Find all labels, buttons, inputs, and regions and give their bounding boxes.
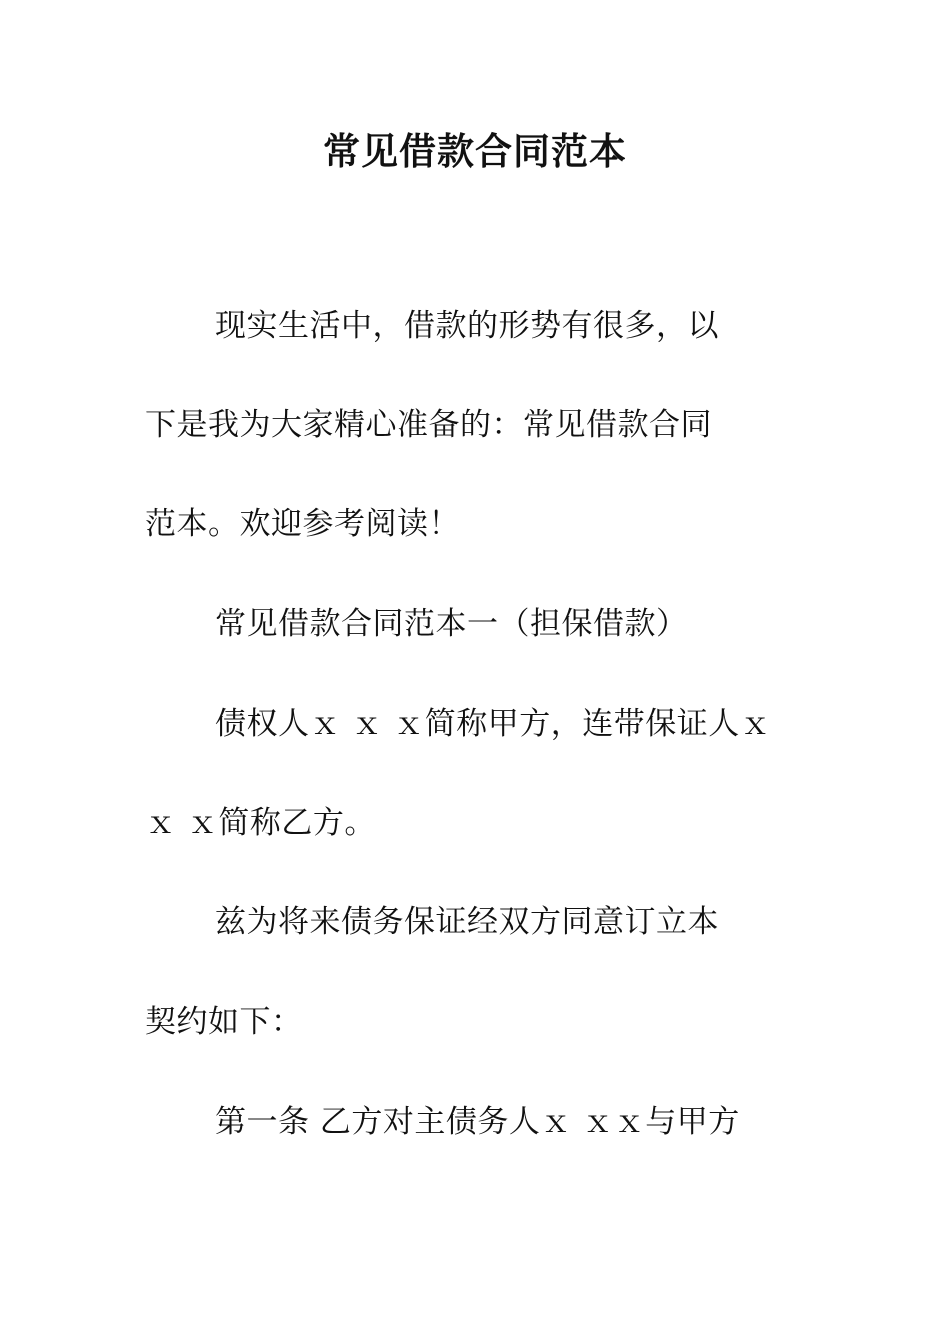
article-line: 第一条 乙方对主债务人ｘ ｘｘ与甲方 — [215, 1104, 740, 1140]
section-heading: 常见借款合同范本一（担保借款） — [215, 606, 688, 642]
paragraph-line: 范本。欢迎参考阅读！ — [145, 506, 460, 542]
paragraph-line: 现实生活中，借款的形势有很多，以 — [215, 308, 719, 344]
document-title: 常见借款合同范本 — [323, 130, 627, 173]
paragraph-line: 兹为将来债务保证经双方同意订立本 — [215, 904, 719, 940]
paragraph-line: ｘ ｘ简称乙方。 — [145, 805, 376, 841]
paragraph-line: 契约如下： — [145, 1004, 303, 1040]
paragraph-line: 债权人ｘ ｘ ｘ简称甲方，连带保证人ｘ — [215, 706, 772, 742]
paragraph-line: 下是我为大家精心准备的：常见借款合同 — [145, 407, 712, 443]
